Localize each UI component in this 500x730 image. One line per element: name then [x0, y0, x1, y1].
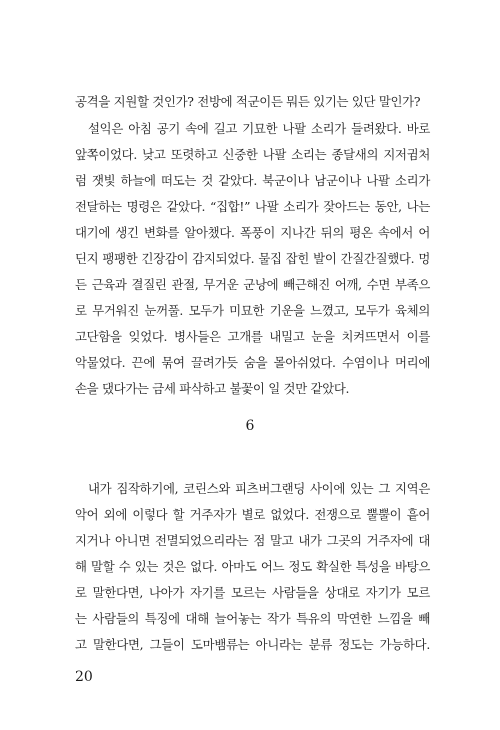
- text-line: 악물었다. 끈에 묶여 끌려가듯 숨을 몰아쉬었다. 수염이나 머리에: [75, 355, 430, 370]
- section-number: 6: [245, 418, 255, 434]
- text-line: 로 무거워진 눈꺼풀. 모두가 미묘한 기운을 느꼈고, 모두가 육체의: [75, 303, 430, 318]
- text-line: 럼 잿빛 하늘에 떠도는 것 같았다. 북군이나 남군이나 나팔 소리가: [75, 173, 430, 188]
- text-line: 전달하는 명령은 같았다. “집합!” 나팔 소리가 잦아드는 동안, 나는: [75, 199, 430, 214]
- text-line: 고 말한다면, 그들이 도마뱀류는 아니라는 분류 정도는 가능하다.: [75, 637, 430, 652]
- text-line: 지거나 아니면 전멸되었으리라는 점 말고 내가 그곳의 거주자에 대: [75, 533, 430, 548]
- text-line: 는 사람들의 특징에 대해 늘어놓는 작가 특유의 막연한 느낌을 빼: [75, 611, 430, 626]
- text-line: 앞쪽이었다. 낮고 또렷하고 신중한 나팔 소리는 종달새의 지저귐처: [75, 147, 430, 162]
- text-line: 로 말한다면, 나아가 자기를 모르는 사람들을 상대로 자기가 모르: [75, 585, 430, 600]
- text-line: 내가 짐작하기에, 코린스와 피츠버그랜딩 사이에 있는 그 지역은: [88, 481, 430, 496]
- text-line: 해 말할 수 있는 것은 없다. 아마도 어느 정도 확실한 특성을 바탕으: [75, 559, 430, 574]
- text-line: 고단함을 잊었다. 병사들은 고개를 내밀고 눈을 치켜뜨면서 이를: [75, 329, 430, 344]
- text-line: 설익은 아침 공기 속에 길고 기묘한 나팔 소리가 들려왔다. 바로: [88, 121, 430, 136]
- page-number: 20: [75, 669, 93, 685]
- text-line: 든 근육과 결질린 관절, 무거운 군낭에 빼근해진 어깨, 수면 부족으: [75, 277, 430, 292]
- text-line: 공격을 지원할 것인가? 전방에 적군이든 뭐든 있기는 있단 말인가?: [75, 94, 421, 109]
- text-line: 손을 댔다가는 금세 파삭하고 불꽃이 일 것만 같았다.: [75, 381, 350, 396]
- text-line: 딘지 팽팽한 긴장감이 감지되었다. 물집 잡힌 발이 간질간질했다. 멍: [75, 251, 430, 266]
- text-line: 악어 외에 이렇다 할 거주자가 별로 없었다. 전쟁으로 뿔뿔이 흩어: [75, 507, 430, 522]
- text-line: 대기에 생긴 변화를 알아챘다. 폭풍이 지나간 뒤의 평온 속에서 어: [75, 225, 430, 240]
